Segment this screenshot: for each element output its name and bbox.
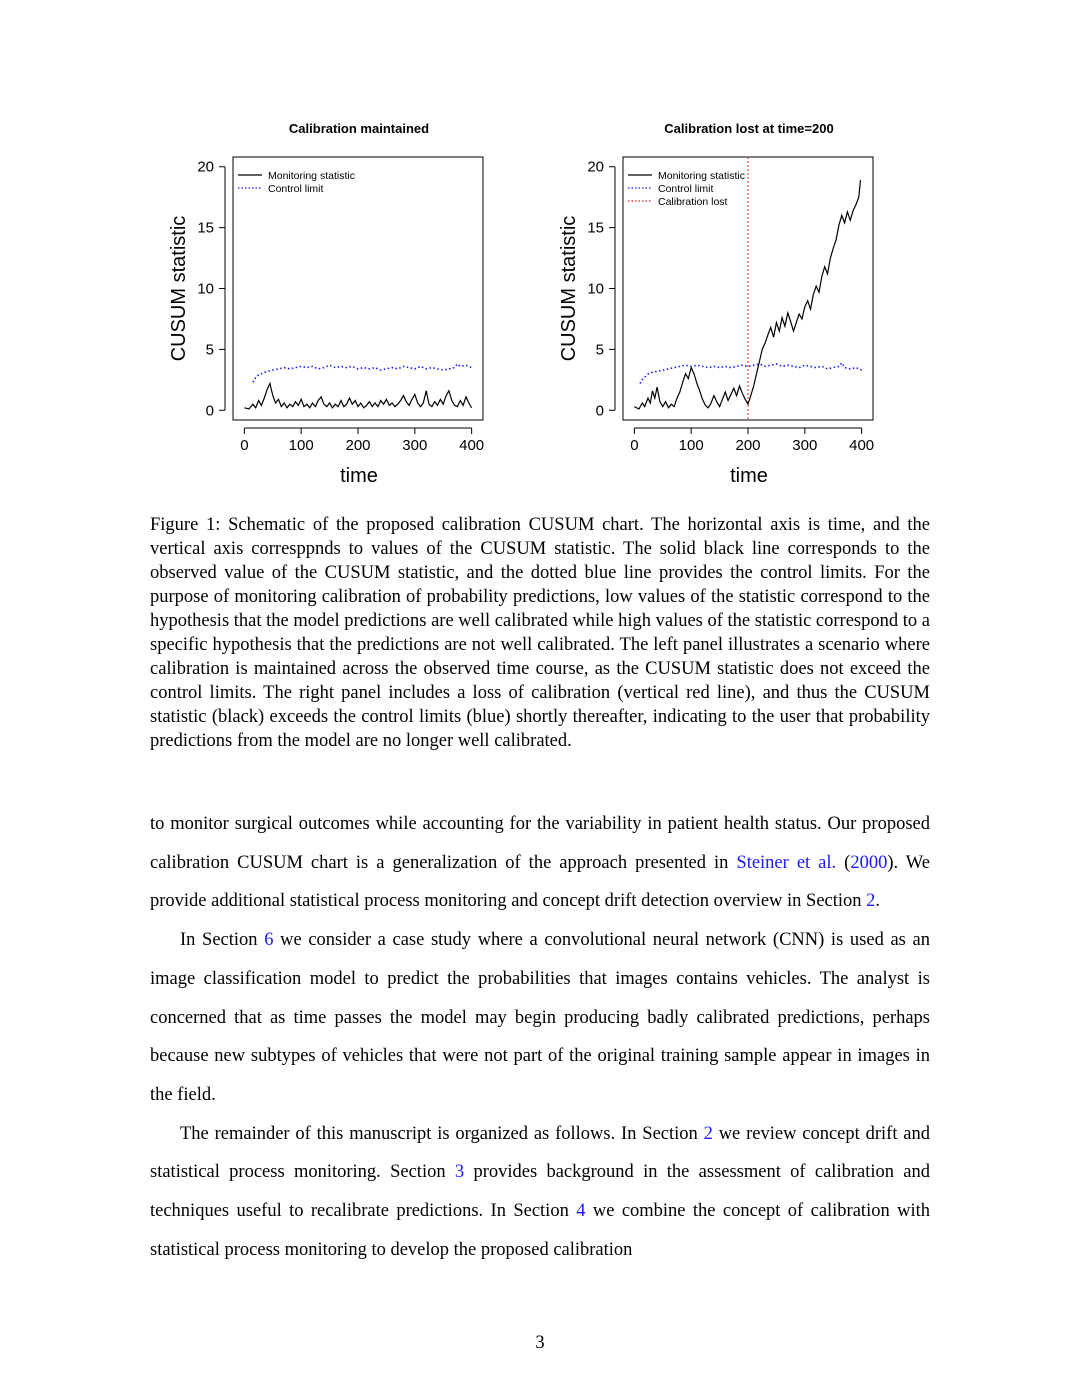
monitoring-statistic-line [634, 180, 860, 409]
y-tick-label: 10 [587, 280, 604, 298]
y-tick-label: 15 [587, 219, 604, 237]
p3-text-4: we combine the concept of calibration with statistical process monitoring to develop the proposed calibration [150, 1201, 930, 1260]
control-limit-line [253, 364, 472, 382]
citation-link-steiner[interactable]: Steiner et al. [736, 852, 837, 873]
section-link-6[interactable]: 6 [264, 930, 274, 951]
p1-text-4: . [875, 891, 881, 912]
paragraph-3 [150, 1115, 930, 1270]
chart-panel-left [168, 121, 484, 487]
x-tick-label: 200 [345, 437, 371, 454]
y-tick-label: 5 [205, 341, 214, 359]
legend-label: Control limit [658, 183, 714, 195]
legend-label: Calibration lost [658, 196, 728, 208]
x-tick-label: 200 [735, 437, 761, 454]
p3-text-3: provides background in the assessment of calibration and techniques useful to recalibrate predictions. In Section [150, 1162, 930, 1222]
y-tick-label: 10 [197, 280, 214, 298]
section-link-2b[interactable]: 2 [703, 1123, 713, 1144]
x-tick-label: 0 [240, 437, 249, 454]
y-tick-label: 0 [205, 402, 214, 420]
p2-text-2: we consider a case study where a convolutional neural network (CNN) is used as an image classification model to predict the probabilities that images contains vehicles. The analyst is concerned that as time passes the model may begin producing badly calibrated predictions, perhaps because new subtypes of vehicles that were not part of the original training sample appear in images in the field. [150, 930, 930, 1105]
control-limit-line [640, 363, 862, 384]
plot-frame [233, 157, 483, 420]
y-axis-label: CUSUM statistic [558, 215, 580, 362]
legend-label: Control limit [268, 183, 324, 195]
p2-text-1: In Section [180, 930, 265, 951]
p3-text-2: we review concept drift and statistical process monitoring. Section [150, 1123, 930, 1183]
chart-title: Calibration maintained [288, 121, 430, 136]
x-tick-label: 300 [402, 437, 428, 454]
y-axis-label: CUSUM statistic [168, 215, 190, 362]
y-tick-label: 20 [587, 158, 604, 176]
figure-1 [0, 0, 1080, 500]
page-number: 3 [535, 1333, 545, 1353]
section-link-4[interactable]: 4 [576, 1201, 586, 1222]
paragraph-2 [150, 921, 930, 1115]
body-text [150, 805, 930, 1269]
x-axis-label: time [340, 465, 378, 487]
p3-text-1: The remainder of this manuscript is organized as follows. In Section [180, 1123, 704, 1144]
x-tick-label: 100 [678, 437, 704, 454]
paragraph-1 [150, 805, 930, 921]
legend-label: Monitoring statistic [268, 170, 355, 182]
legend-label: Monitoring statistic [658, 170, 745, 182]
chart-title: Calibration lost at time=200 [664, 121, 834, 136]
x-tick-label: 300 [792, 437, 818, 454]
figure-caption: Figure 1: Schematic of the proposed calibration CUSUM chart. The horizontal axis is time, and the vertical axis corresppnds to values of the CUSUM statistic. The solid black line corresponds to the observed value of the CUSUM statistic, and the dotted blue line provides the control limits. For the purpose of monitoring calibration of probability predictions, low values of the statistic correspond to the hypothesis that the model predictions are well calibrated while high values of the statistic correspond to a specific hypothesis that the predictions are not well calibrated. The left panel illustrates a scenario where calibration is maintained across the observed time course, as the CUSUM statistic does not exceed the control limits. The right panel includes a loss of calibration (vertical red line), and thus the CUSUM statistic (black) exceeds the control limits (blue) shortly thereafter, indicating to the user that probability predictions from the model are no longer well calibrated. [150, 515, 930, 751]
x-tick-label: 100 [288, 437, 314, 454]
p1-text-1: to monitor surgical outcomes while accounting for the variability in patient health status. Our proposed calibration CUSUM chart is a generalization of the approach presented in [150, 814, 930, 873]
p1-text-3: ). We provide additional statistical process monitoring and concept drift detection overview in Section [150, 852, 930, 912]
y-tick-label: 0 [595, 402, 604, 420]
section-link-3[interactable]: 3 [454, 1162, 465, 1183]
citation-link-year[interactable]: 2000 [850, 852, 888, 873]
section-link-2[interactable]: 2 [866, 891, 876, 912]
x-tick-label: 0 [630, 437, 639, 454]
x-tick-label: 400 [459, 437, 485, 454]
monitoring-statistic-line [244, 384, 471, 410]
y-tick-label: 15 [197, 219, 214, 237]
x-tick-label: 400 [849, 437, 875, 454]
y-tick-label: 5 [595, 341, 604, 359]
chart-panel-right [558, 121, 874, 487]
p1-text-2: ( [836, 852, 851, 873]
y-tick-label: 20 [197, 158, 214, 176]
x-axis-label: time [730, 465, 768, 487]
